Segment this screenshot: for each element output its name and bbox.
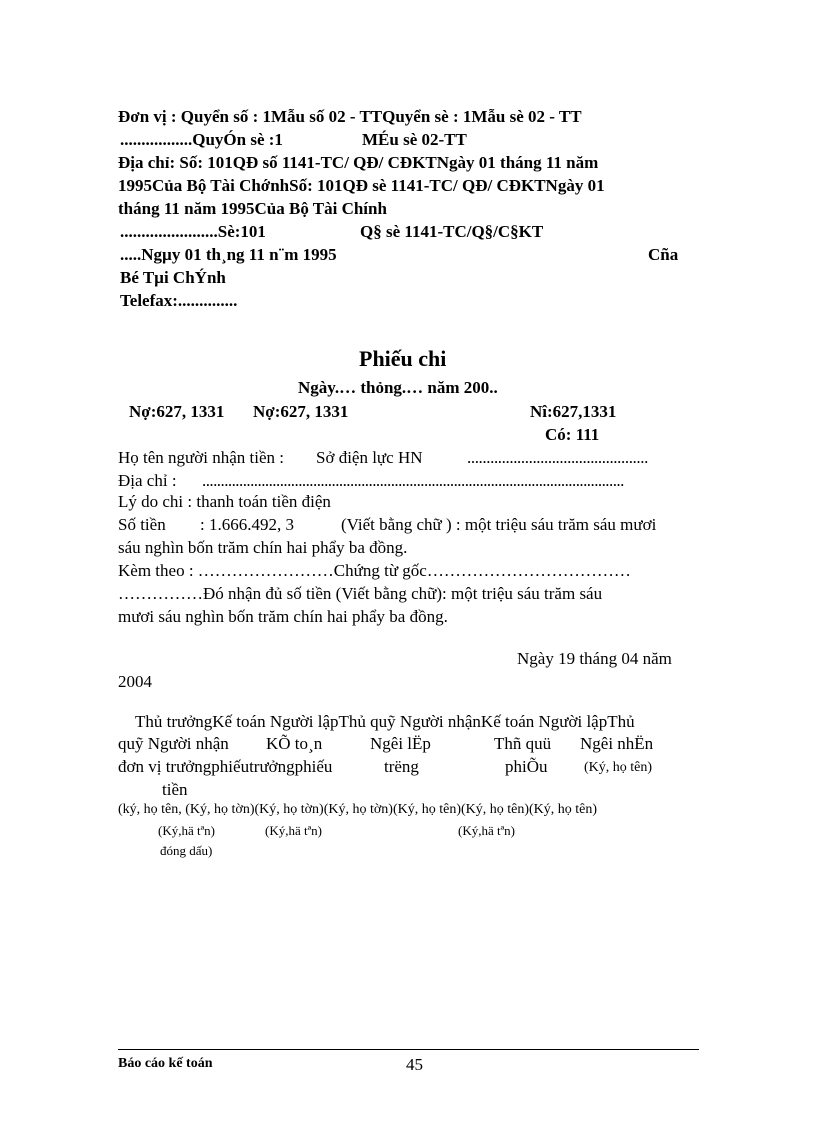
signatures-row-7: đóng dấu) (160, 843, 213, 858)
received-line-1: ……………Đó nhận đủ số tiền (Viết bằng chữ): một triệu sáu trăm sáu (118, 584, 603, 603)
header-line-9: Telefax:.............. (120, 291, 238, 310)
signatures-row-6a: (Ký,hä tªn) (158, 823, 216, 838)
amount-label: Số tiền (118, 515, 166, 534)
debit-account-3: Nî:627,1331 (530, 402, 617, 421)
signatures-row-3c: phiÕu (505, 757, 548, 776)
footer-divider (118, 1049, 699, 1050)
debit-account-2: Nợ:627, 1331 (253, 402, 349, 421)
amount-value: : 1.666.492, 3 (200, 515, 294, 534)
signatures-row-6c: (Ký,hä tªn) (458, 823, 516, 838)
credit-account: Có: 111 (545, 425, 600, 444)
header-line-1: Đơn vị : Quyển số : 1Mẫu số 02 - TTQuyển sè : 1Mẫu sè 02 - TT (118, 107, 582, 126)
header-line-6a: .......................Sè:101 (120, 222, 266, 241)
recipient-value: Sở điện lực HN (316, 448, 423, 467)
footer-title: Báo cáo kế toán (118, 1056, 213, 1071)
sign-date-line-1: Ngày 19 tháng 04 năm (517, 649, 672, 668)
signatures-row-2d: Thñ quü (494, 734, 552, 753)
header-line-8: Bé Tµi ChÝnh (120, 268, 226, 287)
header-line-2b: MÉu sè 02-TT (362, 130, 467, 149)
signatures-row-4: tiền (162, 780, 188, 799)
recipient-label: Họ tên người nhận tiền : (118, 448, 284, 467)
address-label: Địa chỉ : (118, 471, 177, 490)
signatures-row-2e: Ngêi nhËn (580, 734, 654, 753)
attached-docs: Kèm theo : ……………………Chứng từ gốc……………………………… (118, 561, 631, 580)
header-line-3: Địa chỉ: Số: 101QĐ số 1141-TC/ QĐ/ CĐKTNgày 01 tháng 11 năm (118, 153, 599, 172)
page-number: 45 (406, 1055, 423, 1074)
debit-account-1: Nợ:627, 1331 (129, 402, 225, 421)
signatures-row-1: Thủ trưởngKế toán Người lậpThủ quỹ Người nhậnKế toán Người lậpThủ (135, 712, 635, 731)
header-line-5: tháng 11 năm 1995Của Bộ Tài Chính (118, 199, 387, 218)
recipient-dots: ............................................... (467, 448, 648, 467)
voucher-date: Ngày.… thỏng.… năm 200.. (298, 378, 498, 397)
signatures-row-3a: đơn vị trưởngphiếutrưởngphiếu (118, 757, 333, 776)
amount-words: (Viết bằng chữ ) : một triệu sáu trăm sáu mươi (341, 515, 657, 534)
signatures-row-3b: trëng (384, 757, 419, 776)
signatures-row-2a: quỹ Người nhận (118, 734, 229, 753)
amount-words-cont: sáu nghìn bốn trăm chín hai phẩy ba đồng. (118, 538, 408, 557)
signatures-row-5: (ký, họ tên, (Ký, họ tờn)(Ký, họ tờn)(Ký, họ tờn)(Ký, họ tên)(Ký, họ tên)(Ký, họ tên) (118, 802, 598, 817)
header-line-7b: Cña (648, 245, 679, 264)
header-line-4: 1995Của Bộ Tài ChớnhSố: 101QĐ sè 1141-TC/ QĐ/ CĐKTNgày 01 (118, 176, 605, 195)
signatures-row-2b: KÕ to¸n (266, 734, 323, 753)
page-title: Phiếu chi (359, 346, 447, 371)
header-line-6b: Q§ sè 1141-TC/Q§/C§KT (360, 222, 544, 241)
address-dots: .................................................................................................................. (202, 471, 624, 490)
reason: Lý do chi : thanh toán tiền điện (118, 492, 331, 511)
sign-date-line-2: 2004 (118, 672, 152, 691)
header-line-7a: .....Ngµy 01 th¸ng 11 n¨m 1995 (120, 245, 337, 264)
received-line-2: mươi sáu nghìn bốn trăm chín hai phẩy ba đồng. (118, 607, 448, 626)
header-line-2a: .................QuyÓn sè :1 (120, 130, 283, 149)
signatures-row-6b: (Ký,hä tªn) (265, 823, 323, 838)
signatures-row-3d: (Ký, họ tên) (584, 760, 653, 775)
signatures-row-2c: Ngêi lËp (370, 734, 431, 753)
